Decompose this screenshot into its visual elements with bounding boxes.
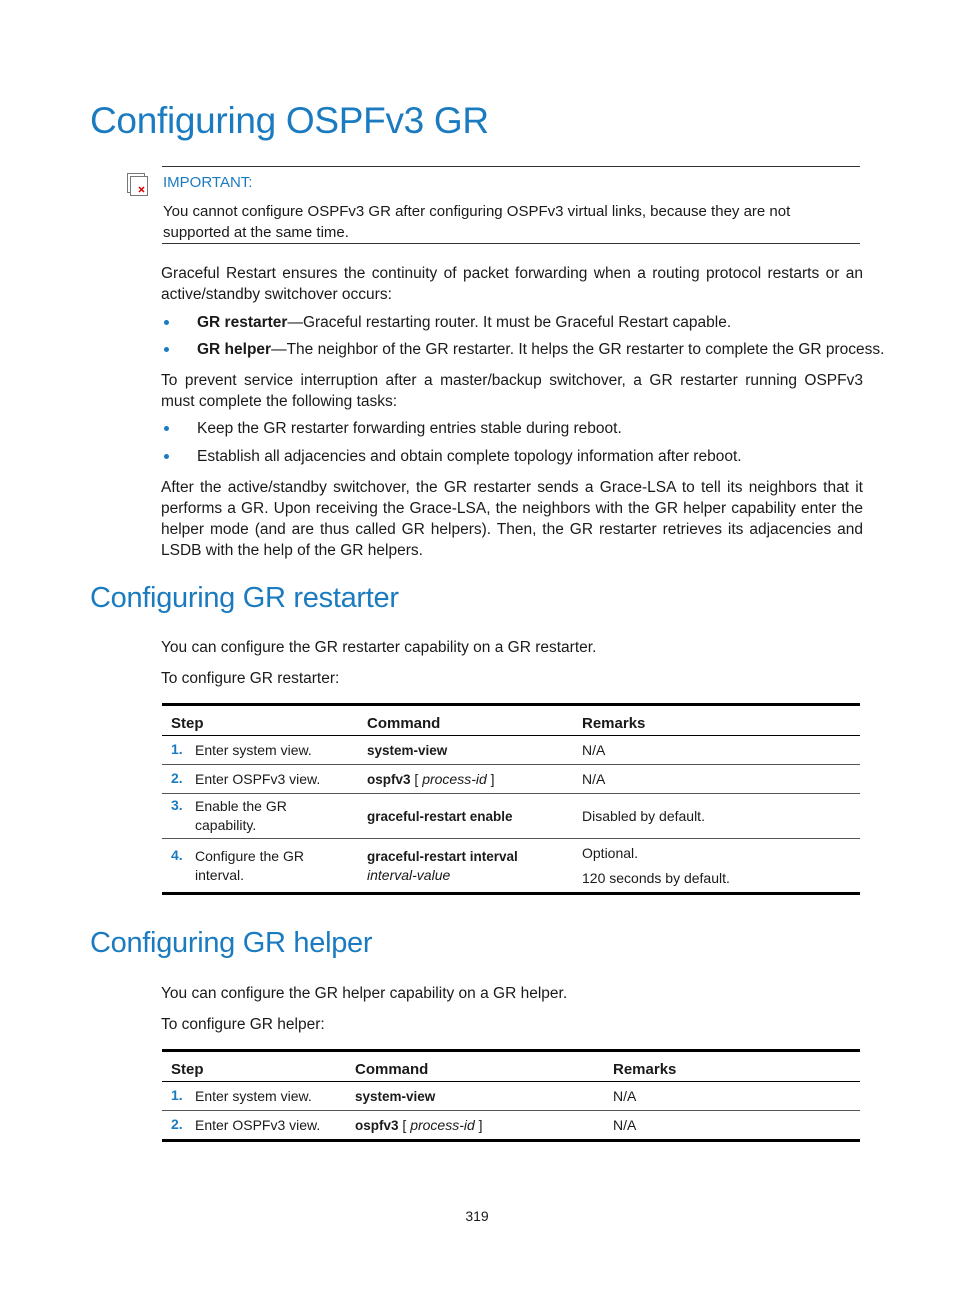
column-header-remarks: Remarks [573, 705, 860, 736]
section-heading-restarter: Configuring GR restarter [90, 582, 399, 614]
command-keyword: ospfv3 [355, 1118, 399, 1133]
table-row [162, 794, 860, 839]
important-label: IMPORTANT: [163, 174, 253, 191]
command-argument: interval-value [367, 866, 451, 883]
command-keyword: ospfv3 [367, 772, 411, 787]
column-header-step: Step [162, 1051, 346, 1082]
table-row [162, 1111, 860, 1141]
command-bracket: [ [398, 1117, 411, 1133]
step-number: 1. [171, 740, 183, 757]
step-text: Configure the GR interval. [195, 847, 304, 883]
command-keyword: graceful-restart enable [367, 809, 513, 824]
task-text: Establish all adjacencies and obtain complete topology information after reboot. [197, 448, 742, 465]
step-text: Enter OSPFv3 view. [195, 1116, 321, 1133]
table-row [162, 765, 860, 794]
command-argument: process-id [422, 771, 487, 787]
command-bracket: [ [410, 771, 423, 787]
remarks-cell: N/A [604, 1082, 860, 1111]
step-number: 3. [171, 797, 183, 813]
term: GR restarter [197, 314, 288, 331]
step-number: 2. [171, 769, 183, 786]
remarks-cell: N/A [604, 1111, 860, 1141]
column-header-step: Step [162, 705, 358, 736]
step-text: Enter system view. [195, 1087, 312, 1104]
tasks-paragraph: To prevent service interruption after a master/backup switchover, a GR restarter running OSPFv3 must complete the following tasks: [161, 372, 863, 410]
helper-paragraph: You can configure the GR helper capability on a GR helper. [161, 985, 568, 1002]
table-row [162, 736, 860, 765]
column-header-command: Command [346, 1051, 604, 1082]
bullet-icon [164, 426, 169, 431]
remarks-line: 120 seconds by default. [582, 869, 730, 886]
bullet-icon [164, 347, 169, 352]
step-text: Enter OSPFv3 view. [195, 770, 321, 787]
command-bracket: ] [486, 771, 495, 787]
note-bottom-rule [162, 243, 860, 244]
switchover-paragraph: After the active/standby switchover, the GR restarter sends a Grace-LSA to tell its neighbors that it performs a GR. Upon receiving the Grace-LSA, the neighbors with the GR helper capability enter the helper mode (and are thus called GR helpers). Then, the GR restarter retrieves its adjacencies and LSDB with the help of the GR helpers. [161, 479, 863, 559]
column-header-remarks: Remarks [604, 1051, 860, 1082]
task-text: Keep the GR restarter forwarding entries stable during reboot. [197, 420, 622, 437]
step-number: 2. [171, 1115, 183, 1132]
command-keyword: system-view [367, 743, 448, 758]
important-text: You cannot configure OSPFv3 GR after configuring OSPFv3 virtual links, because they are not supported at the same time. [163, 203, 791, 241]
restarter-table [162, 703, 860, 895]
intro-paragraph: Graceful Restart ensures the continuity of packet forwarding when a routing protocol restarts or an active/standby switchover occurs: [161, 265, 863, 303]
remarks-cell: N/A [573, 736, 860, 765]
step-text: Enable the GR capability. [195, 798, 287, 833]
bullet-icon [164, 454, 169, 459]
step-number: 1. [171, 1086, 183, 1103]
broken-image-icon [127, 173, 148, 196]
remarks-line: Optional. [582, 844, 639, 861]
bullet-icon [164, 320, 169, 325]
section-heading-helper: Configuring GR helper [90, 927, 373, 959]
command-bracket: ] [474, 1117, 483, 1133]
command-keyword: graceful-restart interval [367, 848, 518, 864]
note-top-rule [162, 166, 860, 167]
step-number: 4. [171, 846, 183, 863]
page-number: 319 [465, 1208, 489, 1224]
remarks-cell: Disabled by default. [573, 794, 860, 839]
helper-table [162, 1049, 860, 1142]
table-row [162, 1082, 860, 1111]
helper-intro: To configure GR helper: [161, 1016, 325, 1033]
restarter-intro: To configure GR restarter: [161, 670, 340, 687]
term: GR helper [197, 341, 272, 358]
command-keyword: system-view [355, 1089, 436, 1104]
page-title: Configuring OSPFv3 GR [90, 100, 489, 141]
definition: —The neighbor of the GR restarter. It helps the GR restarter to complete the GR process. [271, 341, 885, 358]
restarter-paragraph: You can configure the GR restarter capability on a GR restarter. [161, 639, 597, 656]
definition: —Graceful restarting router. It must be Graceful Restart capable. [287, 314, 732, 331]
column-header-command: Command [358, 705, 573, 736]
remarks-cell: N/A [573, 765, 860, 794]
command-argument: process-id [410, 1117, 475, 1133]
table-row [162, 839, 860, 894]
step-text: Enter system view. [195, 741, 312, 758]
